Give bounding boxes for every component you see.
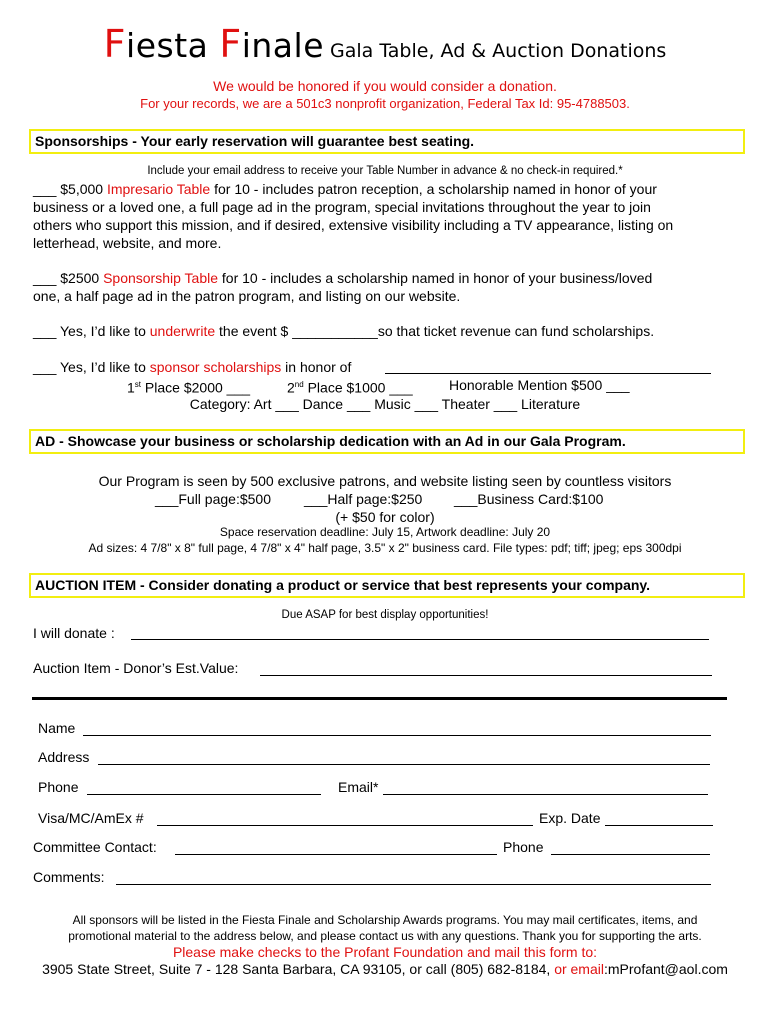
- first-place-num: 1: [127, 379, 135, 396]
- second-place-option: [287, 376, 413, 397]
- option-sponsorship-name: Sponsorship Table: [103, 270, 219, 286]
- auction-due: Due ASAP for best display opportunities!: [281, 609, 489, 621]
- title-iesta: iesta: [126, 26, 220, 65]
- option-impresario-text4: letterhead, website, and more.: [33, 235, 222, 251]
- committee-label: Committee Contact:: [33, 839, 157, 855]
- option-impresario-name: Impresario Table: [106, 181, 211, 197]
- contact-email[interactable]: :mProfant@aol.com: [603, 961, 728, 977]
- option-impresario-text2: business or a loved one, a full page ad in the program, special invitations throughout the year to join: [33, 199, 651, 215]
- phone-label: Phone: [38, 779, 79, 795]
- underwrite-suffix: the event $ ___________so that ticket revenue can fund scholarships.: [215, 323, 655, 339]
- scholarship-suffix: in honor of: [281, 359, 352, 375]
- phone-field[interactable]: [87, 794, 321, 795]
- nonprofit-line: For your records, we are a 501c3 nonprofit organization, Federal Tax Id: 95-4788503.: [140, 96, 630, 111]
- sponsorships-note: Include your email address to receive your Table Number in advance & no check-in required.*: [147, 165, 623, 177]
- option-impresario: [33, 180, 743, 252]
- second-place-text: Place $1000 ___: [303, 379, 413, 396]
- honor-of-line[interactable]: [385, 373, 711, 374]
- ad-heading: AD - Showcase your business or scholarship dedication with an Ad in our Gala Program.: [29, 429, 745, 454]
- title-letter-f2: F: [219, 22, 242, 66]
- sponsorships-heading: Sponsorships - Your early reservation will guarantee best seating.: [29, 129, 745, 154]
- ad-sizes: Ad sizes: 4 7/8" x 8" full page, 4 7/8" x 4" half page, 3.5" x 2" business card. File types: pdf; tiff; jpeg; eps 300dpi: [88, 541, 682, 555]
- card-field[interactable]: [157, 825, 533, 826]
- second-place-num: 2: [287, 379, 295, 396]
- ad-full-page: ___Full page:$500: [155, 491, 271, 507]
- option-sponsorship-text1: for 10 - includes a scholarship named in honor of your business/loved: [218, 270, 653, 286]
- honored-line: We would be honored if you would consider a donation.: [213, 78, 557, 94]
- page-title: [0, 22, 770, 66]
- phone2-label: Phone: [503, 839, 544, 855]
- underwrite-label: underwrite: [149, 323, 216, 339]
- title-letter-f: F: [103, 22, 127, 66]
- second-place-sup: nd: [294, 380, 304, 389]
- exp-date-field[interactable]: [605, 825, 713, 826]
- title-inale: inale: [241, 26, 324, 65]
- underwrite-prefix: ___ Yes, I’d like to: [33, 323, 150, 339]
- ad-color: (+ $50 for color): [335, 509, 435, 525]
- first-place-text: Place $2000 ___: [141, 379, 251, 396]
- address-field[interactable]: [98, 764, 710, 765]
- comments-label: Comments:: [33, 869, 105, 885]
- donate-label: I will donate :: [33, 625, 115, 641]
- email-label: Email*: [338, 779, 379, 795]
- option-sponsorship-text2: one, a half page ad in the patron program, and listing on our website.: [33, 288, 461, 304]
- ad-deadline: Space reservation deadline: July 15, Artwork deadline: July 20: [219, 525, 551, 539]
- footer-line1: All sponsors will be listed in the Fiesta Finale and Scholarship Awards programs. You may mail certificates, items, and: [72, 913, 698, 927]
- first-place-sup: st: [134, 380, 142, 389]
- auction-item-field[interactable]: [260, 675, 712, 676]
- auction-item-label: Auction Item - Donor’s Est.Value:: [33, 660, 239, 676]
- phone2-field[interactable]: [551, 854, 710, 855]
- option-impresario-text1: for 10 - includes patron reception, a scholarship named in honor of your: [210, 181, 657, 197]
- category-line: Category: Art ___ Dance ___ Music ___ Theater ___ Literature: [189, 396, 581, 412]
- first-place-option: [127, 376, 250, 397]
- email-prefix: or email: [554, 961, 604, 977]
- option-sponsorship-blank: ___ $2500: [33, 270, 104, 286]
- ad-business-card: ___Business Card:$100: [454, 491, 604, 507]
- footer-checks: Please make checks to the Profant Foundation and mail this form to:: [172, 944, 598, 960]
- auction-heading: AUCTION ITEM - Consider donating a product or service that best represents your company.: [29, 573, 745, 598]
- address-label: Address: [38, 749, 90, 765]
- option-sponsor-scholarships: [33, 358, 351, 376]
- name-label: Name: [38, 720, 76, 736]
- option-sponsorship-table: [33, 269, 743, 305]
- exp-date-label: Exp. Date: [539, 810, 601, 826]
- mailing-address: 3905 State Street, Suite 7 - 128 Santa Barbara, CA 93105, or call (805) 682-8184,: [42, 961, 555, 977]
- scholarship-label: sponsor scholarships: [149, 359, 282, 375]
- donate-field[interactable]: [131, 639, 709, 640]
- option-impresario-blank: ___ $5,000: [33, 181, 107, 197]
- page-subtitle: Gala Table, Ad & Auction Donations: [330, 40, 667, 62]
- honorable-mention-option: Honorable Mention $500 ___: [449, 377, 630, 393]
- name-field[interactable]: [83, 735, 711, 736]
- scholarship-prefix: ___ Yes, I’d like to: [33, 359, 150, 375]
- committee-field[interactable]: [175, 854, 497, 855]
- section-divider: [32, 697, 727, 700]
- option-underwrite: [33, 322, 654, 340]
- footer-address: [0, 961, 770, 977]
- ad-seen-line: Our Program is seen by 500 exclusive patrons, and website listing seen by countless visitors: [98, 473, 672, 489]
- title-fiesta-finale: [103, 22, 324, 66]
- footer-line2: promotional material to the address below, and please contact us with any questions. Thank you for supporting the arts.: [68, 929, 702, 943]
- option-impresario-text3: others who support this mission, and if desired, extensive visibility including a TV appearance, listing on: [33, 217, 674, 233]
- ad-half-page: ___Half page:$250: [304, 491, 423, 507]
- card-label: Visa/MC/AmEx #: [38, 810, 144, 826]
- email-field[interactable]: [383, 794, 708, 795]
- comments-field[interactable]: [116, 884, 711, 885]
